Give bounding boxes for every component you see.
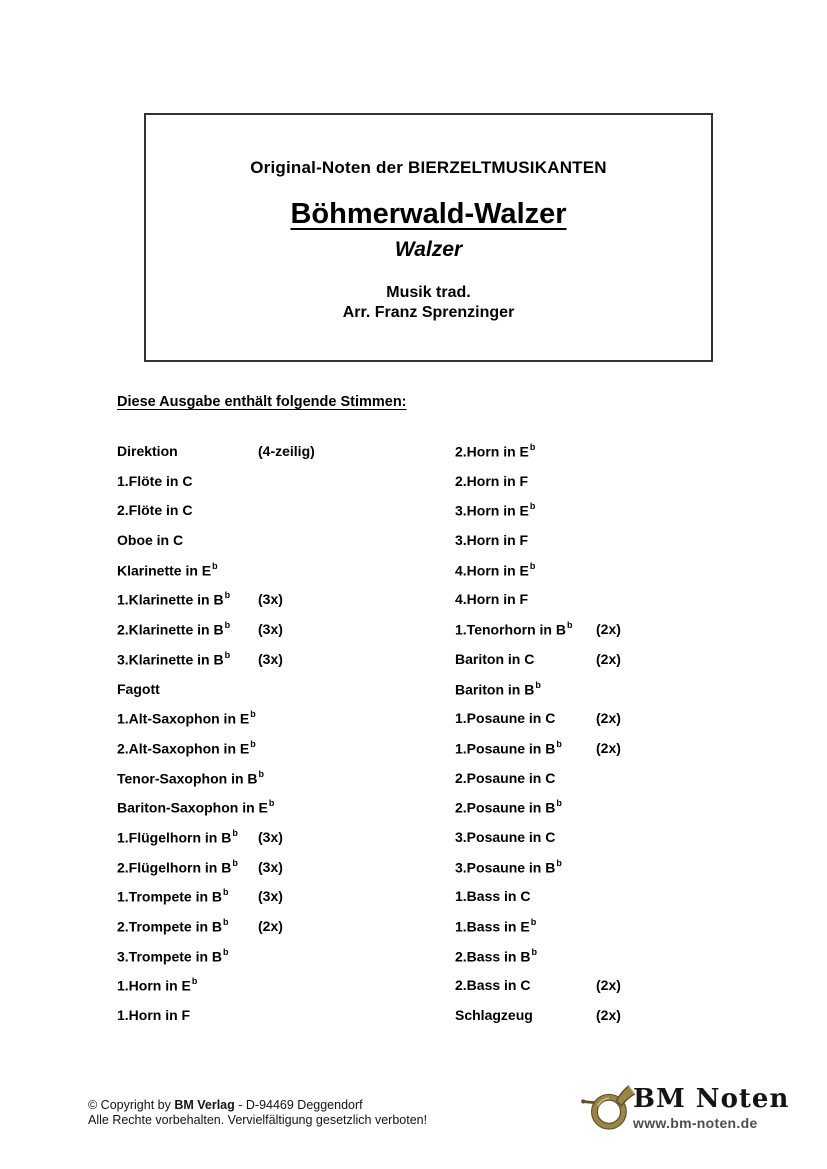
part-list-item <box>455 856 755 886</box>
flat-superscript: b <box>529 442 536 452</box>
part-name: 2.Horn in $E^b$ <box>455 442 536 460</box>
part-quantity: (2x) <box>596 710 621 727</box>
part-name: 1.Posaune in $B^b$ <box>455 738 562 757</box>
part-list-item <box>455 648 755 678</box>
part-name: Klarinette in $E^b$ <box>117 560 218 579</box>
flat-superscript: b <box>530 917 537 927</box>
part-name: 2.Bass in C <box>455 977 531 994</box>
flat-superscript: b <box>223 887 229 898</box>
part-name: 1.Alt-Saxophon in $E^b$ <box>117 709 256 727</box>
part-list-item <box>117 974 455 1004</box>
part-list-item <box>455 529 755 559</box>
flat-superscript: b <box>531 946 537 957</box>
parts-col-right <box>455 440 755 1034</box>
part-name: 1.Horn in $E^b$ <box>117 976 198 995</box>
part-list-item <box>117 648 455 678</box>
part-name: Fagott <box>117 680 160 697</box>
part-list-item <box>455 737 755 767</box>
part-name: 2.Klarinette in $B^b$ <box>117 620 231 638</box>
work-title: Böhmerwald-Walzer <box>290 198 567 230</box>
copyright-prefix: © Copyright by <box>88 1098 175 1112</box>
part-quantity: (2x) <box>596 977 621 994</box>
part-quantity: (3x) <box>258 650 283 667</box>
part-quantity: (3x) <box>258 828 283 845</box>
part-list-item <box>455 559 755 589</box>
part-list-item <box>117 737 455 767</box>
flat-superscript: b <box>232 827 238 838</box>
part-name: 2.Trompete in $B^b$ <box>117 917 229 935</box>
part-name: 1.Trompete in $B^b$ <box>117 887 229 905</box>
part-list-item <box>117 529 455 559</box>
flat-superscript: b <box>224 649 231 660</box>
part-list-item <box>117 1004 455 1034</box>
part-list-item <box>117 707 455 737</box>
flat-superscript: b <box>191 976 198 987</box>
part-name: 1.Tenorhorn in $B^b$ <box>455 620 573 638</box>
flat-superscript: b <box>556 857 562 868</box>
part-list-item <box>117 885 455 915</box>
part-list-item <box>117 678 455 708</box>
part-name: Tenor-Saxophon in $B^b$ <box>117 768 265 787</box>
part-name: 2.Alt-Saxophon in $E^b$ <box>117 738 256 757</box>
part-list-item <box>455 1004 755 1034</box>
logo-name: BM Noten <box>633 1084 790 1114</box>
part-list-item <box>117 796 455 826</box>
flat-superscript: b <box>224 620 231 631</box>
part-name: 3.Posaune in C <box>455 828 556 845</box>
flat-superscript: b <box>223 917 229 927</box>
part-list-item <box>455 678 755 708</box>
part-list-item <box>455 707 755 737</box>
part-name: 1.Flügelhorn in $B^b$ <box>117 827 238 846</box>
part-list-item <box>455 767 755 797</box>
flat-superscript: b <box>556 798 562 809</box>
part-name: 2.Posaune in $B^b$ <box>455 798 562 816</box>
logo-text-block <box>633 1080 789 1131</box>
part-name: 2.Posaune in C <box>455 769 556 786</box>
part-list-item <box>117 499 455 529</box>
copyright-line <box>88 1098 427 1113</box>
parts-heading: Diese Ausgabe enthält folgende Stimmen: <box>117 394 407 410</box>
rights-line: Alle Rechte vorbehalten. Vervielfältigung gesetzlich verboten! <box>88 1112 428 1127</box>
flat-superscript: b <box>258 768 265 779</box>
part-list-item <box>117 945 455 975</box>
part-list-item <box>117 826 455 856</box>
part-name: Schlagzeug <box>455 1007 533 1024</box>
part-name: 2.Bass in $B^b$ <box>455 946 537 965</box>
part-name: 3.Klarinette in $B^b$ <box>117 649 231 668</box>
part-name: 1.Flöte in C <box>117 472 193 489</box>
part-quantity: (2x) <box>596 1007 621 1024</box>
part-list-item <box>117 856 455 886</box>
flat-superscript: b <box>224 590 231 601</box>
flat-superscript: b <box>232 857 238 868</box>
part-list-item <box>117 588 455 618</box>
part-quantity: (3x) <box>258 888 283 905</box>
part-list-item <box>117 915 455 945</box>
copyright-suffix: - D-94469 Deggendorf <box>234 1098 363 1112</box>
work-subtitle: Walzer <box>394 238 463 261</box>
part-list-item <box>117 440 455 470</box>
part-name: 4.Horn in F <box>455 591 529 608</box>
credits <box>146 283 711 323</box>
flat-superscript: b <box>566 620 573 631</box>
part-name: 2.Flöte in C <box>117 502 193 519</box>
part-name: 1.Klarinette in $B^b$ <box>117 590 231 609</box>
edition-header: Original-Noten der BIERZELTMUSIKANTEN <box>250 158 607 177</box>
flat-superscript: b <box>223 946 229 957</box>
part-name: 3.Horn in F <box>455 532 529 549</box>
flat-superscript: b <box>529 560 536 571</box>
part-list-item <box>455 974 755 1004</box>
part-name: 1.Posaune in C <box>455 710 556 727</box>
hunting-horn-icon <box>580 1083 636 1133</box>
part-list-item <box>117 559 455 589</box>
footer-copyright <box>88 1098 427 1127</box>
part-quantity: (2x) <box>596 621 621 638</box>
part-quantity: (3x) <box>258 858 283 875</box>
part-name: Bariton in C <box>455 650 535 667</box>
part-name: Bariton-Saxophon in $E^b$ <box>117 798 275 816</box>
part-quantity: (4-zeilig) <box>258 443 315 459</box>
part-name: 4.Horn in $E^b$ <box>455 560 536 579</box>
part-name: 3.Posaune in $B^b$ <box>455 857 562 876</box>
part-name: 1.Bass in C <box>455 888 531 905</box>
bm-noten-logo <box>580 1080 789 1133</box>
part-name: 1.Bass in $E^b$ <box>455 917 537 935</box>
part-list-item <box>455 945 755 975</box>
part-quantity: (2x) <box>596 739 621 756</box>
part-quantity: (3x) <box>258 591 283 608</box>
part-list-item <box>455 826 755 856</box>
part-name: 2.Flügelhorn in $B^b$ <box>117 857 238 876</box>
part-list-item <box>455 440 755 470</box>
part-name: 2.Horn in F <box>455 472 529 489</box>
parts-col-left <box>117 440 455 1034</box>
part-quantity: (2x) <box>258 918 283 934</box>
part-list-item <box>455 796 755 826</box>
credit-music: Musik trad. <box>386 284 471 301</box>
part-name: 3.Horn in $E^b$ <box>455 501 536 520</box>
part-quantity: (2x) <box>596 650 621 667</box>
flat-superscript: b <box>250 709 256 720</box>
credit-arranger: Arr. Franz Sprenzinger <box>342 304 515 321</box>
part-list-item <box>117 767 455 797</box>
part-list-item <box>455 915 755 945</box>
part-name: 3.Trompete in $B^b$ <box>117 946 229 965</box>
flat-superscript: b <box>268 798 275 809</box>
part-name: Bariton in $B^b$ <box>455 679 541 698</box>
part-name: Direktion <box>117 443 178 459</box>
flat-superscript: b <box>556 738 562 749</box>
flat-superscript: b <box>212 560 218 571</box>
part-list-item <box>455 499 755 529</box>
flat-superscript: b <box>250 738 256 749</box>
flat-superscript: b <box>535 679 541 690</box>
flat-superscript: b <box>529 501 536 512</box>
part-list-item <box>455 885 755 915</box>
part-name: Oboe in C <box>117 532 184 549</box>
part-list-item <box>455 470 755 500</box>
title-box <box>144 113 713 362</box>
parts-list <box>117 440 755 1034</box>
part-list-item <box>455 588 755 618</box>
publisher-name: BM Verlag <box>174 1098 235 1112</box>
logo-website-url: www.bm-noten.de <box>633 1115 758 1131</box>
part-list-item <box>117 470 455 500</box>
part-list-item <box>117 618 455 648</box>
part-quantity: (3x) <box>258 621 283 638</box>
part-list-item <box>455 618 755 648</box>
part-name: 1.Horn in F <box>117 1007 191 1024</box>
